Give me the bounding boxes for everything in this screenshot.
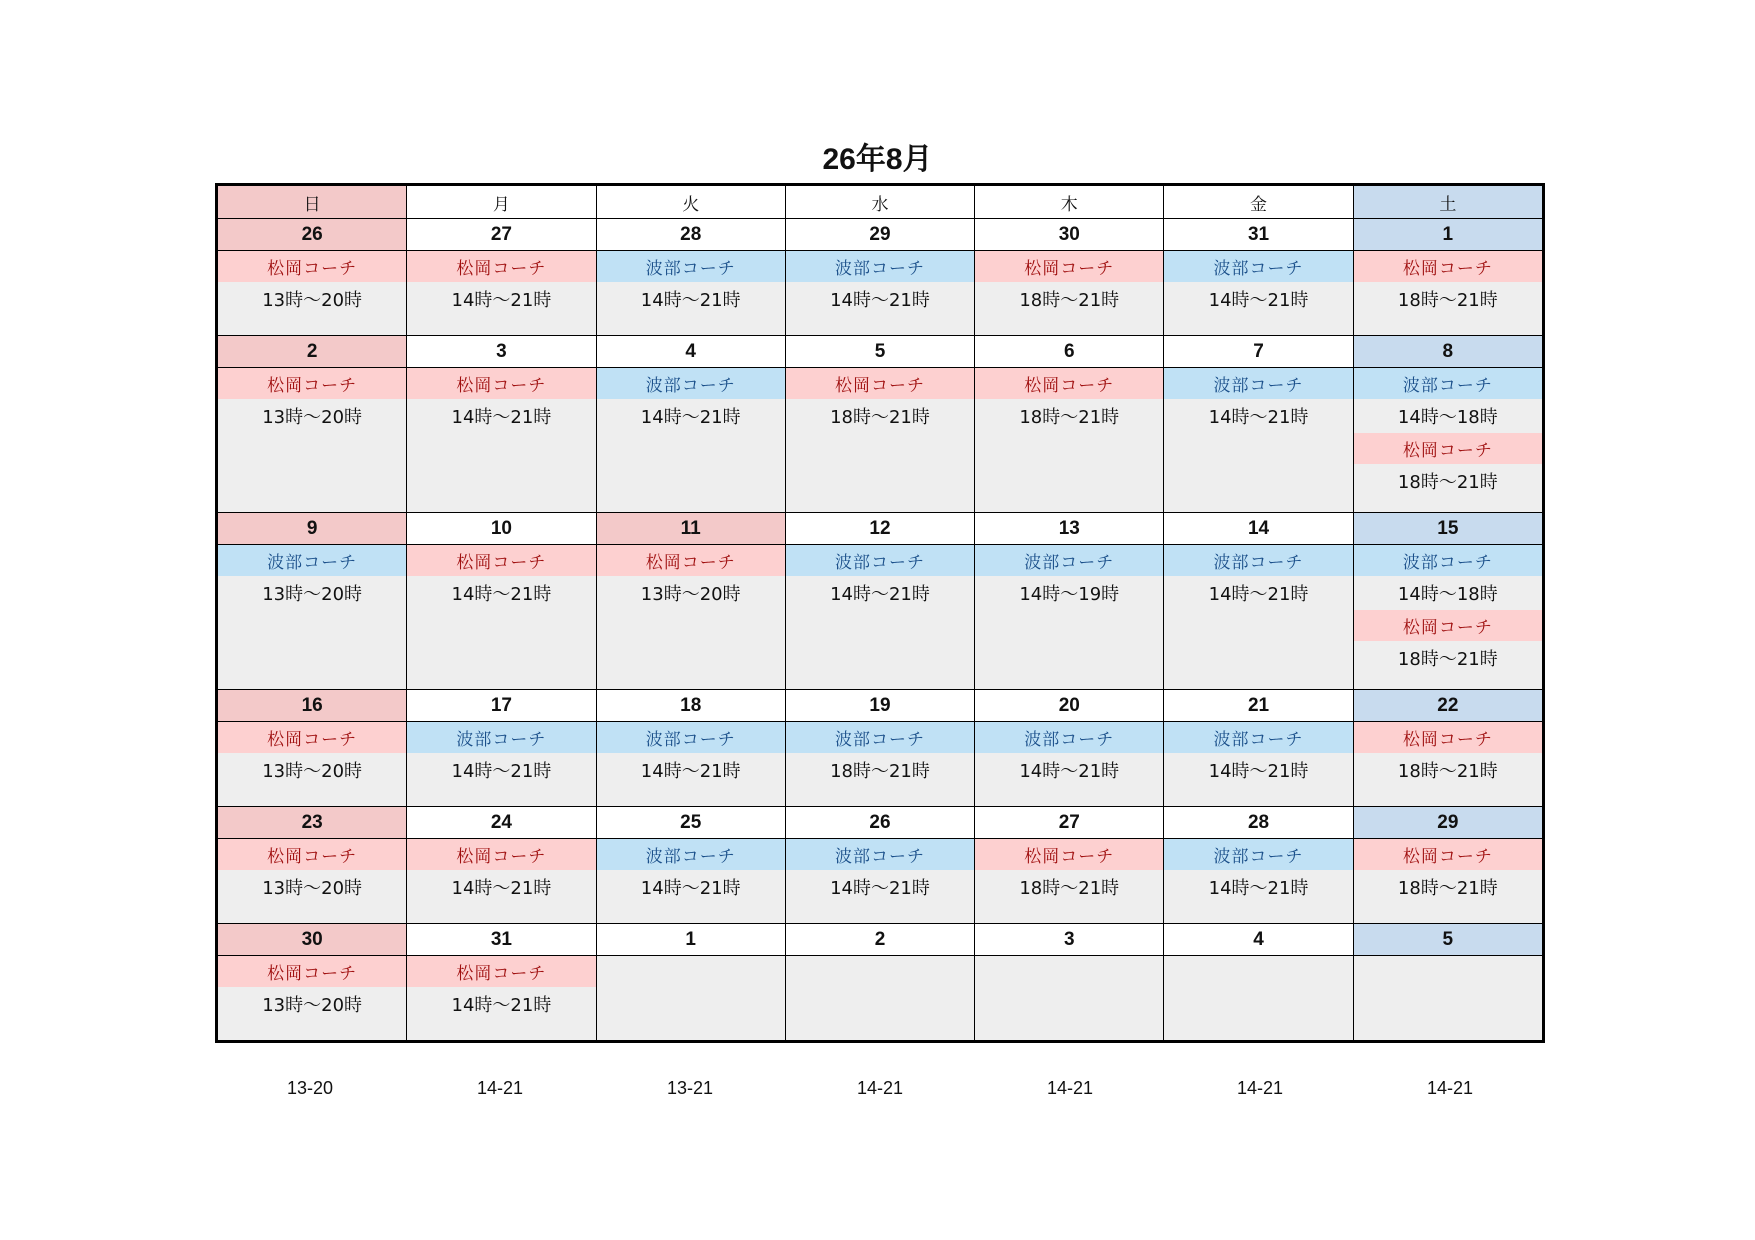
day-number: 1 bbox=[1354, 219, 1542, 251]
shift-time: 18時～21時 bbox=[1019, 290, 1120, 311]
weekday-header-cell: 火 bbox=[597, 186, 786, 218]
shift-time: 13時～20時 bbox=[262, 995, 363, 1016]
coach-matsuoka-label: 松岡コーチ bbox=[218, 839, 406, 870]
shift-time: 14時～21時 bbox=[830, 878, 930, 899]
coach-matsuoka-label: 松岡コーチ bbox=[407, 251, 595, 282]
shift-time: 14時～18時 bbox=[1397, 407, 1498, 428]
shift-time: 18時～21時 bbox=[1397, 290, 1498, 311]
footer-hours-cell: 13-20 bbox=[286, 1078, 334, 1098]
day-number: 30 bbox=[218, 924, 406, 956]
calendar-grid bbox=[215, 183, 1545, 1043]
weekday-header-cell: 日 bbox=[218, 186, 407, 218]
shift-time: 14時～21時 bbox=[451, 995, 552, 1016]
weekday-header-cell: 金 bbox=[1164, 186, 1353, 218]
shift-time: 13時～20時 bbox=[262, 407, 363, 428]
shift-time: 18時～21時 bbox=[1019, 878, 1120, 899]
day-cell[interactable] bbox=[1354, 807, 1542, 923]
shift-time: 14時～21時 bbox=[451, 584, 552, 605]
footer-hours-cell: 14-21 bbox=[1426, 1078, 1474, 1098]
day-cell[interactable] bbox=[1354, 924, 1542, 1040]
day-cell[interactable] bbox=[1164, 219, 1353, 335]
coach-nabe-label: 波部コーチ bbox=[597, 722, 785, 753]
day-cell[interactable] bbox=[786, 219, 975, 335]
coach-nabe-label: 波部コーチ bbox=[1164, 839, 1352, 870]
day-cell[interactable] bbox=[597, 807, 786, 923]
coach-nabe-label: 波部コーチ bbox=[407, 722, 595, 753]
day-number: 13 bbox=[975, 513, 1163, 545]
shift-time: 13時～20時 bbox=[640, 584, 741, 605]
shift-time: 14時～21時 bbox=[451, 878, 552, 899]
coach-matsuoka-label: 松岡コーチ bbox=[407, 956, 595, 987]
day-number: 25 bbox=[597, 807, 785, 839]
coach-nabe-label: 波部コーチ bbox=[597, 368, 785, 399]
weeks-container bbox=[218, 219, 1542, 1040]
coach-matsuoka-label: 松岡コーチ bbox=[1354, 251, 1542, 282]
calendar-title: 26年8月 bbox=[822, 143, 933, 176]
day-number: 19 bbox=[786, 690, 974, 722]
day-cell[interactable] bbox=[597, 513, 786, 689]
day-cell[interactable] bbox=[1354, 336, 1542, 512]
coach-nabe-label: 波部コーチ bbox=[786, 251, 974, 282]
shift-time: 14時～21時 bbox=[1208, 761, 1309, 782]
shift-time: 14時～21時 bbox=[640, 878, 741, 899]
coach-nabe-label: 波部コーチ bbox=[1164, 545, 1352, 576]
shift-time: 18時～21時 bbox=[830, 407, 930, 428]
day-number: 11 bbox=[597, 513, 785, 545]
coach-matsuoka-label: 松岡コーチ bbox=[218, 251, 406, 282]
day-number: 26 bbox=[786, 807, 974, 839]
coach-nabe-label: 波部コーチ bbox=[1164, 368, 1352, 399]
week-row bbox=[218, 219, 1542, 336]
footer-hours-cell: 13-21 bbox=[666, 1078, 714, 1098]
day-number: 2 bbox=[218, 336, 406, 368]
shift-time: 14時～21時 bbox=[451, 407, 552, 428]
day-cell[interactable] bbox=[218, 807, 407, 923]
day-number: 21 bbox=[1164, 690, 1352, 722]
shift-time: 18時～21時 bbox=[1397, 649, 1498, 670]
day-cell[interactable] bbox=[407, 924, 596, 1040]
day-number: 28 bbox=[1164, 807, 1352, 839]
coach-nabe-label: 波部コーチ bbox=[786, 722, 974, 753]
shift-time: 13時～20時 bbox=[262, 878, 363, 899]
day-cell[interactable] bbox=[407, 807, 596, 923]
shift-time: 14時～19時 bbox=[1019, 584, 1120, 605]
day-cell[interactable] bbox=[597, 690, 786, 806]
shift-time: 14時～21時 bbox=[640, 290, 741, 311]
coach-matsuoka-label: 松岡コーチ bbox=[218, 368, 406, 399]
coach-nabe-label: 波部コーチ bbox=[1354, 545, 1542, 576]
week-row bbox=[218, 690, 1542, 807]
day-cell[interactable] bbox=[218, 924, 407, 1040]
shift-time: 14時～21時 bbox=[1208, 584, 1309, 605]
day-number: 20 bbox=[975, 690, 1163, 722]
coach-nabe-label: 波部コーチ bbox=[786, 839, 974, 870]
day-number: 31 bbox=[407, 924, 595, 956]
shift-time: 18時～21時 bbox=[1397, 472, 1498, 493]
day-number: 5 bbox=[1354, 924, 1542, 956]
day-number: 7 bbox=[1164, 336, 1352, 368]
coach-matsuoka-label: 松岡コーチ bbox=[1354, 722, 1542, 753]
day-cell[interactable] bbox=[786, 924, 975, 1040]
day-number: 28 bbox=[597, 219, 785, 251]
footer-hours-cell: 14-21 bbox=[1236, 1078, 1284, 1098]
week-row bbox=[218, 513, 1542, 690]
day-number: 17 bbox=[407, 690, 595, 722]
weekday-header-cell: 月 bbox=[407, 186, 596, 218]
shift-time: 14時～18時 bbox=[1397, 584, 1498, 605]
coach-matsuoka-label: 松岡コーチ bbox=[975, 251, 1163, 282]
day-number: 24 bbox=[407, 807, 595, 839]
coach-nabe-label: 波部コーチ bbox=[975, 545, 1163, 576]
day-number: 2 bbox=[786, 924, 974, 956]
day-number: 4 bbox=[1164, 924, 1352, 956]
coach-matsuoka-label: 松岡コーチ bbox=[975, 368, 1163, 399]
day-cell[interactable] bbox=[1354, 513, 1542, 689]
day-cell[interactable] bbox=[786, 807, 975, 923]
day-number: 4 bbox=[597, 336, 785, 368]
coach-matsuoka-label: 松岡コーチ bbox=[786, 368, 974, 399]
week-row bbox=[218, 924, 1542, 1040]
day-number: 10 bbox=[407, 513, 595, 545]
coach-matsuoka-label: 松岡コーチ bbox=[218, 956, 406, 987]
day-cell[interactable] bbox=[597, 336, 786, 512]
shift-time: 13時～20時 bbox=[262, 584, 363, 605]
day-cell[interactable] bbox=[407, 513, 596, 689]
day-number: 9 bbox=[218, 513, 406, 545]
day-cell[interactable] bbox=[407, 219, 596, 335]
shift-time: 14時～21時 bbox=[1208, 878, 1309, 899]
day-cell[interactable] bbox=[975, 219, 1164, 335]
day-cell[interactable] bbox=[975, 513, 1164, 689]
shift-time: 18時～21時 bbox=[1397, 878, 1498, 899]
day-number: 31 bbox=[1164, 219, 1352, 251]
day-cell[interactable] bbox=[407, 336, 596, 512]
coach-matsuoka-label: 松岡コーチ bbox=[407, 368, 595, 399]
day-cell[interactable] bbox=[1354, 219, 1542, 335]
day-cell[interactable] bbox=[975, 924, 1164, 1040]
day-cell[interactable] bbox=[1164, 807, 1353, 923]
shift-time: 18時～21時 bbox=[1397, 761, 1498, 782]
day-number: 27 bbox=[407, 219, 595, 251]
day-cell[interactable] bbox=[218, 219, 407, 335]
day-number: 27 bbox=[975, 807, 1163, 839]
day-number: 14 bbox=[1164, 513, 1352, 545]
shift-time: 14時～21時 bbox=[830, 290, 930, 311]
shift-time: 14時～21時 bbox=[1208, 407, 1309, 428]
coach-matsuoka-label: 松岡コーチ bbox=[597, 545, 785, 576]
footer-hours-cell: 14-21 bbox=[476, 1078, 524, 1098]
week-row bbox=[218, 336, 1542, 513]
coach-nabe-label: 波部コーチ bbox=[975, 722, 1163, 753]
day-cell[interactable] bbox=[975, 336, 1164, 512]
day-number: 3 bbox=[407, 336, 595, 368]
footer-hours-cell: 14-21 bbox=[856, 1078, 904, 1098]
day-cell[interactable] bbox=[218, 336, 407, 512]
shift-time: 14時～21時 bbox=[1208, 290, 1309, 311]
weekday-header-cell: 土 bbox=[1354, 186, 1542, 218]
coach-matsuoka-label: 松岡コーチ bbox=[407, 839, 595, 870]
day-cell[interactable] bbox=[1354, 690, 1542, 806]
shift-time: 18時～21時 bbox=[830, 761, 930, 782]
coach-nabe-label: 波部コーチ bbox=[1164, 251, 1352, 282]
day-number: 15 bbox=[1354, 513, 1542, 545]
coach-matsuoka-label: 松岡コーチ bbox=[975, 839, 1163, 870]
day-cell[interactable] bbox=[597, 924, 786, 1040]
weekday-header-cell: 木 bbox=[975, 186, 1164, 218]
shift-time: 18時～21時 bbox=[1019, 407, 1120, 428]
coach-nabe-label: 波部コーチ bbox=[1354, 368, 1542, 399]
day-cell[interactable] bbox=[975, 807, 1164, 923]
day-cell[interactable] bbox=[218, 690, 407, 806]
day-number: 5 bbox=[786, 336, 974, 368]
day-number: 16 bbox=[218, 690, 406, 722]
day-number: 18 bbox=[597, 690, 785, 722]
day-number: 6 bbox=[975, 336, 1163, 368]
day-cell[interactable] bbox=[1164, 336, 1353, 512]
day-number: 29 bbox=[1354, 807, 1542, 839]
day-number: 23 bbox=[218, 807, 406, 839]
day-number: 26 bbox=[218, 219, 406, 251]
day-cell[interactable] bbox=[786, 336, 975, 512]
coach-matsuoka-label: 松岡コーチ bbox=[407, 545, 595, 576]
coach-matsuoka-label: 松岡コーチ bbox=[1354, 610, 1542, 641]
shift-time: 14時～21時 bbox=[451, 290, 552, 311]
coach-nabe-label: 波部コーチ bbox=[597, 251, 785, 282]
day-number: 22 bbox=[1354, 690, 1542, 722]
day-cell[interactable] bbox=[407, 690, 596, 806]
shift-time: 14時～21時 bbox=[1019, 761, 1120, 782]
footer-hours-row bbox=[215, 1078, 1545, 1099]
day-number: 12 bbox=[786, 513, 974, 545]
week-row bbox=[218, 807, 1542, 924]
day-cell[interactable] bbox=[786, 513, 975, 689]
footer-hours-cell: 14-21 bbox=[1046, 1078, 1094, 1098]
day-number: 29 bbox=[786, 219, 974, 251]
coach-nabe-label: 波部コーチ bbox=[786, 545, 974, 576]
day-number: 3 bbox=[975, 924, 1163, 956]
coach-nabe-label: 波部コーチ bbox=[597, 839, 785, 870]
shift-time: 14時～21時 bbox=[451, 761, 552, 782]
day-cell[interactable] bbox=[1164, 513, 1353, 689]
day-number: 1 bbox=[597, 924, 785, 956]
weekday-header bbox=[218, 186, 1542, 219]
day-cell[interactable] bbox=[786, 690, 975, 806]
day-cell[interactable] bbox=[597, 219, 786, 335]
shift-time: 13時～20時 bbox=[262, 761, 363, 782]
shift-time: 14時～21時 bbox=[640, 761, 741, 782]
coach-matsuoka-label: 松岡コーチ bbox=[218, 722, 406, 753]
coach-nabe-label: 波部コーチ bbox=[218, 545, 406, 576]
shift-time: 14時～21時 bbox=[640, 407, 741, 428]
day-number: 30 bbox=[975, 219, 1163, 251]
coach-matsuoka-label: 松岡コーチ bbox=[1354, 433, 1542, 464]
day-cell[interactable] bbox=[218, 513, 407, 689]
shift-time: 14時～21時 bbox=[830, 584, 930, 605]
day-cell[interactable] bbox=[975, 690, 1164, 806]
day-cell[interactable] bbox=[1164, 690, 1353, 806]
shift-time: 13時～20時 bbox=[262, 290, 363, 311]
day-number: 8 bbox=[1354, 336, 1542, 368]
coach-nabe-label: 波部コーチ bbox=[1164, 722, 1352, 753]
coach-matsuoka-label: 松岡コーチ bbox=[1354, 839, 1542, 870]
weekday-header-cell: 水 bbox=[786, 186, 975, 218]
day-cell[interactable] bbox=[1164, 924, 1353, 1040]
